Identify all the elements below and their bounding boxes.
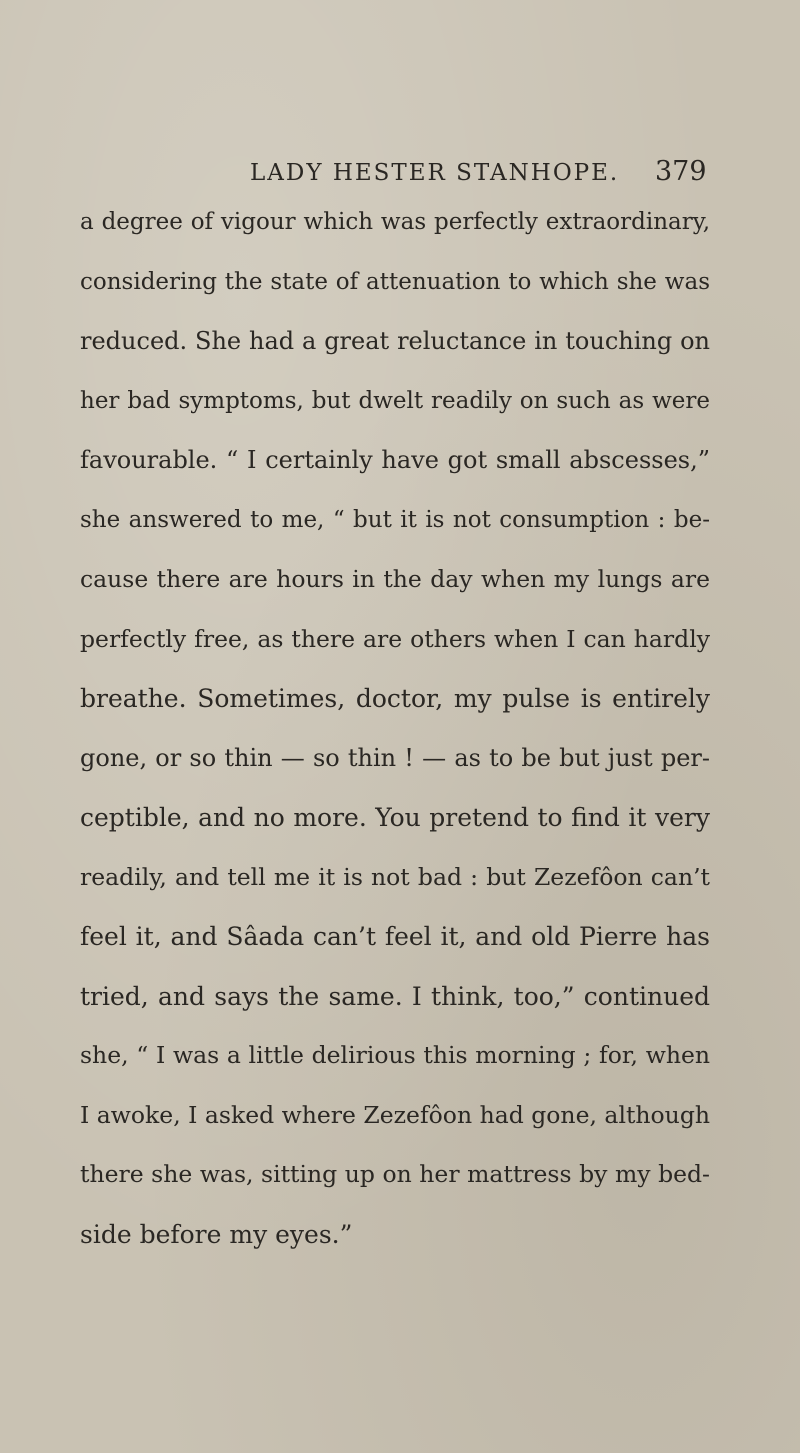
- text-line: cause there are hours in the day when my lungs are: [80, 565, 710, 593]
- header-title: LADY HESTER STANHOPE.: [250, 160, 620, 186]
- text-line: there she was, sitting up on her mattress by my bed-: [80, 1160, 710, 1188]
- text-line: side before my eyes.”: [80, 1219, 353, 1249]
- text-line: perfectly free, as there are others when I can hardly: [80, 624, 710, 653]
- text-line: gone, or so thin — so thin ! — as to be but just per-: [80, 743, 710, 772]
- text-line: considering the state of attenuation to which she was: [80, 268, 710, 295]
- text-line: ceptible, and no more. You pretend to find it very: [80, 803, 710, 832]
- text-line: her bad symptoms, but dwelt readily on such as were: [80, 387, 710, 414]
- text-line: feel it, and Sâada can’t feel it, and old Pierre has: [80, 922, 710, 951]
- text-line: a degree of vigour which was perfectly extraordinary,: [80, 209, 710, 235]
- text-line: readily, and tell me it is not bad : but Zezefôon can’t: [80, 862, 710, 891]
- page-number: 379: [655, 156, 707, 187]
- body-text: [80, 193, 710, 1264]
- text-line: breathe. Sometimes, doctor, my pulse is entirely: [80, 684, 710, 713]
- text-line: I awoke, I asked where Zezefôon had gone, although: [80, 1100, 710, 1129]
- text-line: she answered to me, “ but it is not consumption : be-: [80, 506, 710, 533]
- running-head: [0, 156, 800, 194]
- text-line: she, “ I was a little delirious this morning ; for, when: [80, 1041, 710, 1069]
- text-line: reduced. She had a great reluctance in touching on: [80, 327, 710, 355]
- text-line: favourable. “ I certainly have got small abscesses,”: [80, 446, 710, 474]
- text-line: tried, and says the same. I think, too,” continued: [80, 981, 710, 1011]
